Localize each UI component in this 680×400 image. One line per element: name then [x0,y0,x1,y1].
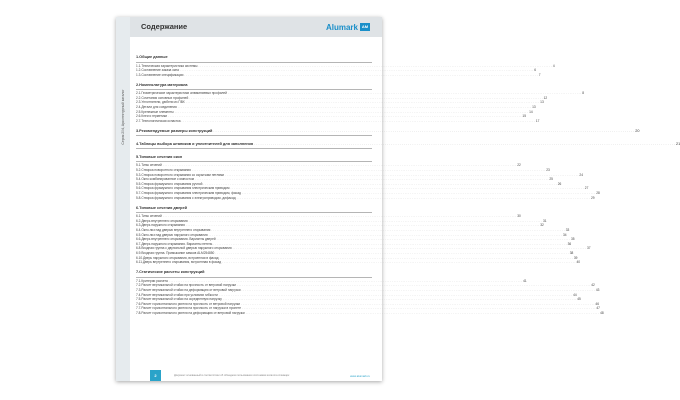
entry-number: 7.4. [136,292,142,297]
dot-leader: . . . . . . . . . . . . . . . . . . . . . . . . . . . . . . . . . . . . . . . . . . . . . . . . . . . . . . . . . . . . . . . . . . . . . . . . . . . . . . . . . . . . . . . . . . . . . . . . . . . . . . . . . . . . . . . . . . . . . . . . . . . . . . . . . . . . . . . . . . . . . . . . . . . . . . . . . . . . . . . . . . . . . . . . . . . . . . . . . . . . . . . . . . . . . . . . . . . . . . . . [198,63,552,68]
section-divider [136,277,372,278]
dot-leader: . . . . . . . . . . . . . . . . . . . . . . . . . . . . . . . . . . . . . . . . . . . . . . . . . . . . . . . . . . . . . . . . . . . . . . . . . . . . . . . . . . . . . . . . . . . . . . . . . . . . . . . . . . . . . . . . . . . . . . . . . . . . . . . . . . . . . . . . . . . . . . . . . . . . . . . . . . . . . . . . . . . . . . . . . . . . . . . . . . . . . . . . . . . . . . . . . . . . . . . . [213,128,635,133]
entry-number: 2.4. [136,105,142,110]
entry-page: 28 [596,191,600,195]
entry-page: 32 [540,223,544,228]
entry-title: Дверь внутреннего открывания, встроенная в фасад [142,260,222,265]
entry-number: 1.3. [136,72,142,77]
dot-leader: . . . . . . . . . . . . . . . . . . . . . . . . . . . . . . . . . . . . . . . . . . . . . . . . . . . . . . . . . . . . . . . . . . . . . . . . . . . . . . . . . . . . . . . . . . . . . . . . . . . . . . . . . . . . . . . . . . . . . . . . . . . . . . . . . . . . . . . . . . . . . . . . . . . . . . . . . . . . . . . . . . . . . . . . . . . . . . . . . . . . . . . . . . . . . . . . . . . . . . . . [189,95,543,100]
entry-page: 38 [569,250,574,255]
entry-number: 5.4. [136,177,142,182]
entry-number: 7.5. [136,297,142,302]
entry-page: 23 [546,168,550,173]
toc-section-heading[interactable] [136,206,372,212]
side-strip [116,17,130,381]
dot-leader: . . . . . . . . . . . . . . . . . . . . . . . . . . . . . . . . . . . . . . . . . . . . . . . . . . . . . . . . . . . . . . . . . . . . . . . . . . . . . . . . . . . . . . . . . . . . . . . . . . . . . . . . . . . . . . . . . . . . . . . . . . . . . . . . . . . . . . . . . . . . . . . . . . . . . . . . . . . . . . . . . . . . . . . . . . . . . . . . . . . . . . . . . . . . . . . . . . . . . . . . [162,163,517,168]
toc-section-heading[interactable] [136,83,372,89]
entry-page: 39 [573,255,578,260]
entry-title: Окно комбинированное с импостом [141,177,194,182]
entry-title: Расчет горизонтального ригеля на деформацию от ветровой нагрузки [141,310,245,315]
entry-page: 25 [549,177,553,182]
toc-section [136,55,555,77]
entry-page: 45 [577,297,581,302]
dot-leader: . . . . . . . . . . . . . . . . . . . . . . . . . . . . . . . . . . . . . . . . . . . . . . . . . . . . . . . . . . . . . . . . . . . . . . . . . . . . . . . . . . . . . . . . . . . . . . . . . . . . . . . . . . . . . . . . . . . . . . . . . . . . . . . . . . . . . . . . . . . . . . . . . . . . . . . . . . . . . . . . . . . . . . . . . . . . . . . . . . . . . . . . . . . . . . . . . . . . . . . . [168,278,523,283]
entry-number: 2.6. [136,114,142,119]
dot-leader: . . . . . . . . . . . . . . . . . . . . . . . . . . . . . . . . . . . . . . . . . . . . . . . . . . . . . . . . . . . . . . . . . . . . . . . . . . . . . . . . . . . . . . . . . . . . . . . . . . . . . . . . . . . . . . . . . . . . . . . . . . . . . . . . . . . . . . . . . . . . . . . . . . . . . . . . . . . . . . . . . . . . . . . . . . . . . . . . . . . . . . . . . . . . . . . . . . . . . . . . [162,214,517,219]
dot-leader: . . . . . . . . . . . . . . . . . . . . . . . . . . . . . . . . . . . . . . . . . . . . . . . . . . . . . . . . . . . . . . . . . . . . . . . . . . . . . . . . . . . . . . . . . . . . . . . . . . . . . . . . . . . . . . . . . . . . . . . . . . . . . . . . . . . . . . . . . . . . . . . . . . . . . . . . . . . . . . . . . . . . . . . . . . . . . . . . . . . . . . . . . . . . . . . . . . . . . . . . [203,181,557,186]
entry-title: Детали для соединения [141,105,177,110]
entry-number: 7.1. [136,278,142,283]
entry-page: 4 [552,63,555,68]
entry-page: 15 [522,114,526,119]
section-number: 3. [136,128,140,133]
toc-section [136,82,585,124]
entry-page: 13 [540,100,544,105]
dot-leader: . . . . . . . . . . . . . . . . . . . . . . . . . . . . . . . . . . . . . . . . . . . . . . . . . . . . . . . . . . . . . . . . . . . . . . . . . . . . . . . . . . . . . . . . . . . . . . . . . . . . . . . . . . . . . . . . . . . . . . . . . . . . . . . . . . . . . . . . . . . . . . . . . . . . . . . . . . . . . . . . . . . . . . . . . . . . . . . . . . . . . . . . . . . . . . . . . . . . . . . . [230,186,584,191]
section-number: 4. [136,141,140,146]
entry-number: 2.1. [136,91,142,96]
logo-mark-icon: AM [361,24,369,29]
footer-note: Документ основанный в соответствии об обоюдном пользовании системами каталога Алюмарк [174,374,290,377]
toc-section [136,154,600,200]
entry-page: 43 [595,287,600,292]
toc-section [136,141,680,150]
section-title: Рекомендуемые размеры конструкций [139,128,213,133]
dot-leader: . . . . . . . . . . . . . . . . . . . . . . . . . . . . . . . . . . . . . . . . . . . . . . . . . . . . . . . . . . . . . . . . . . . . . . . . . . . . . . . . . . . . . . . . . . . . . . . . . . . . . . . . . . . . . . . . . . . . . . . . . . . . . . . . . . . . . . . . . . . . . . . . . . . . . . . . . . . . . . . . . . . . . . . . . . . . . . . . . . . . . . . . . . . . . . . . . . . . . . . . [208,232,562,237]
entry-number: 7.2. [136,283,142,288]
entry-title: Расчет вертикальной стойки при условиях гибкости [141,292,218,297]
dot-leader: . . . . . . . . . . . . . . . . . . . . . . . . . . . . . . . . . . . . . . . . . . . . . . . . . . . . . . . . . . . . . . . . . . . . . . . . . . . . . . . . . . . . . . . . . . . . . . . . . . . . . . . . . . . . . . . . . . . . . . . . . . . . . . . . . . . . . . . . . . . . . . . . . . . . . . . . . . . . . . . . . . . . . . . . . . . . . . . . . . . . . . . . . . . . . . . . . . . . . . . . [216,237,571,242]
dot-leader: . . . . . . . . . . . . . . . . . . . . . . . . . . . . . . . . . . . . . . . . . . . . . . . . . . . . . . . . . . . . . . . . . . . . . . . . . . . . . . . . . . . . . . . . . . . . . . . . . . . . . . . . . . . . . . . . . . . . . . . . . . . . . . . . . . . . . . . . . . . . . . . . . . . . . . . . . . . . . . . . . . . . . . . . . . . . . . . . . . . . . . . . . . . . . . . . . . . . . . . . [218,292,573,297]
dot-leader: . . . . . . . . . . . . . . . . . . . . . . . . . . . . . . . . . . . . . . . . . . . . . . . . . . . . . . . . . . . . . . . . . . . . . . . . . . . . . . . . . . . . . . . . . . . . . . . . . . . . . . . . . . . . . . . . . . . . . . . . . . . . . . . . . . . . . . . . . . . . . . . . . . . . . . . . . . . . . . . . . . . . . . . . . . . . . . . . . . . . . . . . . . . . . . . . . . . . . . . . [177,105,532,110]
dot-leader: . . . . . . . . . . . . . . . . . . . . . . . . . . . . . . . . . . . . . . . . . . . . . . . . . . . . . . . . . . . . . . . . . . . . . . . . . . . . . . . . . . . . . . . . . . . . . . . . . . . . . . . . . . . . . . . . . . . . . . . . . . . . . . . . . . . . . . . . . . . . . . . . . . . . . . . . . . . . . . . . . . . . . . . . . . . . . . . . . . . . . . . . . . . . . . . . . . . . . . . . [222,260,576,265]
entry-page: 41 [523,278,527,283]
section-title: Статические расчеты конструкций [139,270,205,275]
dot-leader: . . . . . . . . . . . . . . . . . . . . . . . . . . . . . . . . . . . . . . . . . . . . . . . . . . . . . . . . . . . . . . . . . . . . . . . . . . . . . . . . . . . . . . . . . . . . . . . . . . . . . . . . . . . . . . . . . . . . . . . . . . . . . . . . . . . . . . . . . . . . . . . . . . . . . . . . . . . . . . . . . . . . . . . . . . . . . . . . . . . . . . . . . . . . . . . . . . . . . . . . [185,223,540,228]
toc-section [136,128,640,137]
entry-title: Составление спецификации [141,72,184,77]
dot-leader: . . . . . . . . . . . . . . . . . . . . . . . . . . . . . . . . . . . . . . . . . . . . . . . . . . . . . . . . . . . . . . . . . . . . . . . . . . . . . . . . . . . . . . . . . . . . . . . . . . . . . . . . . . . . . . . . . . . . . . . . . . . . . . . . . . . . . . . . . . . . . . . . . . . . . . . . . . . . . . . . . . . . . . . . . . . . . . . . . . . . . . . . . . . . . . . . . . . . . . . . [188,218,543,223]
entry-title: Типы сечений [141,214,162,219]
dot-leader: . . . . . . . . . . . . . . . . . . . . . . . . . . . . . . . . . . . . . . . . . . . . . . . . . . . . . . . . . . . . . . . . . . . . . . . . . . . . . . . . . . . . . . . . . . . . . . . . . . . . . . . . . . . . . . . . . . . . . . . . . . . . . . . . . . . . . . . . . . . . . . . . . . . . . . . . . . . . . . . . . . . . . . . . . . . . . . . . . . . . . . . . . . . . . . . . . . . . . . . . [185,100,540,105]
entry-number: 1.1. [136,63,142,68]
dot-leader: . . . . . . . . . . . . . . . . . . . . . . . . . . . . . . . . . . . . . . . . . . . . . . . . . . . . . . . . . . . . . . . . . . . . . . . . . . . . . . . . . . . . . . . . . . . . . . . . . . . . . . . . . . . . . . . . . . . . . . . . . . . . . . . . . . . . . . . . . . . . . . . . . . . . . . . . . . . . . . . . . . . . . . . . . . . . . . . . . . . . . . . . . . . . . . . . . . . . . . . . [174,109,529,114]
entry-page: 12 [543,95,548,100]
section-page: 21 [676,141,680,146]
entry-number: 7.7. [136,306,142,311]
entry-page: 14 [529,109,533,114]
entry-page: 6 [534,68,537,73]
dot-leader: . . . . . . . . . . . . . . . . . . . . . . . . . . . . . . . . . . . . . . . . . . . . . . . . . . . . . . . . . . . . . . . . . . . . . . . . . . . . . . . . . . . . . . . . . . . . . . . . . . . . . . . . . . . . . . . . . . . . . . . . . . . . . . . . . . . . . . . . . . . . . . . . . . . . . . . . . . . . . . . . . . . . . . . . . . . . . . . . . . . . . . . . . . . . . . . . . . . . . . . . [241,191,596,195]
entry-number: 5.8. [136,195,142,200]
dot-leader: . . . . . . . . . . . . . . . . . . . . . . . . . . . . . . . . . . . . . . . . . . . . . . . . . . . . . . . . . . . . . . . . . . . . . . . . . . . . . . . . . . . . . . . . . . . . . . . . . . . . . . . . . . . . . . . . . . . . . . . . . . . . . . . . . . . . . . . . . . . . . . . . . . . . . . . . . . . . . . . . . . . . . . . . . . . . . . . . . . . . . . . . . . . . . . . . . . . . . . . . [219,255,573,260]
entry-title: Дверь наружного открывания, встроенная в фасад [143,255,219,260]
entry-number: 6.1. [136,214,142,219]
entry-title: Типы сечений [141,163,162,168]
section-title: Номенклатура материала [139,82,188,87]
entry-number: 1.2. [136,68,142,73]
entry-title: Критерии расчета [141,278,168,283]
dot-leader: . . . . . . . . . . . . . . . . . . . . . . . . . . . . . . . . . . . . . . . . . . . . . . . . . . . . . . . . . . . . . . . . . . . . . . . . . . . . . . . . . . . . . . . . . . . . . . . . . . . . . . . . . . . . . . . . . . . . . . . . . . . . . . . . . . . . . . . . . . . . . . . . . . . . . . . . . . . . . . . . . . . . . . . . . . . . . . . . . . . . . . . . . . . . . . . . . . . . . . . . [241,301,595,306]
dot-leader: . . . . . . . . . . . . . . . . . . . . . . . . . . . . . . . . . . . . . . . . . . . . . . . . . . . . . . . . . . . . . . . . . . . . . . . . . . . . . . . . . . . . . . . . . . . . . . . . . . . . . . . . . . . . . . . . . . . . . . . . . . . . . . . . . . . . . . . . . . . . . . . . . . . . . . . . . . . . . . . . . . . . . . . . . . . . . . . . . . . . . . . . . . . . . . . . . . . . . . . . [179,68,534,73]
entry-title: Расчет вертикальной стойки на прочность от ветровой нагрузки [141,283,236,288]
entry-number: 7.3. [136,287,142,292]
section-divider [136,161,372,162]
logo-text: Alumark [325,22,358,32]
dot-leader: . . . . . . . . . . . . . . . . . . . . . . . . . . . . . . . . . . . . . . . . . . . . . . . . . . . . . . . . . . . . . . . . . . . . . . . . . . . . . . . . . . . . . . . . . . . . . . . . . . . . . . . . . . . . . . . . . . . . . . . . . . . . . . . . . . . . . . . . . . . . . . . . . . . . . . . . . . . . . . . . . . . . . . . . . . . . . . . . . . . . . . . . . . . . . . . . . . . . . . . . [211,227,565,232]
section-title: Таблицы выбора штапиков и уплотнителей для заполнения [139,141,254,146]
entry-number: 6.7. [136,241,142,246]
entry-title: Технологическая оснастка [141,118,181,123]
section-divider [136,135,372,136]
entry-title: Входная группа с двупольной дверью наружного открывания [141,246,232,251]
section-divider [136,89,372,90]
toc-section-heading[interactable] [136,141,680,148]
section-divider [136,62,372,63]
entry-title: Уплотнители, дюбели из ПВХ [141,100,185,105]
entry-title: Расчет горизонтального ригеля на прочность от нагрузки в пролете [141,306,242,311]
entry-page: 7 [538,72,541,77]
entry-number: 2.3. [136,100,142,105]
dot-leader: . . . . . . . . . . . . . . . . . . . . . . . . . . . . . . . . . . . . . . . . . . . . . . . . . . . . . . . . . . . . . . . . . . . . . . . . . . . . . . . . . . . . . . . . . . . . . . . . . . . . . . . . . . . . . . . . . . . . . . . . . . . . . . . . . . . . . . . . . . . . . . . . . . . . . . . . . . . . . . . . . . . . . . . . . . . . . . . . . . . . . . . . . . . . . . . . . . . . . . . . [227,91,582,96]
toc-section-heading[interactable] [136,155,372,161]
entry-page: 22 [517,163,521,168]
entry-page: 34 [562,232,567,237]
entry-title: Дверь внутреннего открывания [141,218,188,223]
dot-leader: . . . . . . . . . . . . . . . . . . . . . . . . . . . . . . . . . . . . . . . . . . . . . . . . . . . . . . . . . . . . . . . . . . . . . . . . . . . . . . . . . . . . . . . . . . . . . . . . . . . . . . . . . . . . . . . . . . . . . . . . . . . . . . . . . . . . . . . . . . . . . . . . . . . . . . . . . . . . . . . . . . . . . . . . . . . . . . . . . . . . . . . . . . . . . . . . . . . . . . . . [241,287,595,292]
section-number: 6. [136,205,140,210]
entry-number: 6.5. [136,232,142,237]
entry-number: 2.7. [136,118,142,123]
dot-leader: . . . . . . . . . . . . . . . . . . . . . . . . . . . . . . . . . . . . . . . . . . . . . . . . . . . . . . . . . . . . . . . . . . . . . . . . . . . . . . . . . . . . . . . . . . . . . . . . . . . . . . . . . . . . . . . . . . . . . . . . . . . . . . . . . . . . . . . . . . . . . . . . . . . . . . . . . . . . . . . . . . . . . . . . . . . . . . . . . . . . . . . . . . . . . . . . . . . . . . . . [168,114,522,119]
dot-leader: . . . . . . . . . . . . . . . . . . . . . . . . . . . . . . . . . . . . . . . . . . . . . . . . . . . . . . . . . . . . . . . . . . . . . . . . . . . . . . . . . . . . . . . . . . . . . . . . . . . . . . . . . . . . . . . . . . . . . . . . . . . . . . . . . . . . . . . . . . . . . . . . . . . . . . . . . . . . . . . . . . . . . . . . . . . . . . . . . . . . . . . . . . . . . . . . . . . . . . . . [215,250,569,255]
dot-leader: . . . . . . . . . . . . . . . . . . . . . . . . . . . . . . . . . . . . . . . . . . . . . . . . . . . . . . . . . . . . . . . . . . . . . . . . . . . . . . . . . . . . . . . . . . . . . . . . . . . . . . . . . . . . . . . . . . . . . . . . . . . . . . . . . . . . . . . . . . . . . . . . . . . . . . . . . . . . . . . . . . . . . . . . . . . . . . . . . . . . . . . . . . . . . . . . . . . . . . . . [181,118,535,123]
dot-leader: . . . . . . . . . . . . . . . . . . . . . . . . . . . . . . . . . . . . . . . . . . . . . . . . . . . . . . . . . . . . . . . . . . . . . . . . . . . . . . . . . . . . . . . . . . . . . . . . . . . . . . . . . . . . . . . . . . . . . . . . . . . . . . . . . . . . . . . . . . . . . . . . . . . . . . . . . . . . . . . . . . . . . . . . . . . . . . . . . . . . . . . . . . . . . . . . . . . . . . . . [191,168,546,173]
sidebar-caption: Серия 204, Архитектурный каталог [121,89,125,145]
brand-logo [326,22,370,32]
entry-number: 5.1. [136,163,142,168]
entry-title: Клеи и герметики [141,114,168,119]
entry-number: 6.2. [136,218,142,223]
entry-page: 36 [567,241,572,246]
entry-number: 7.6. [136,301,142,306]
dot-leader: . . . . . . . . . . . . . . . . . . . . . . . . . . . . . . . . . . . . . . . . . . . . . . . . . . . . . . . . . . . . . . . . . . . . . . . . . . . . . . . . . . . . . . . . . . . . . . . . . . . . . . . . . . . . . . . . . . . . . . . . . . . . . . . . . . . . . . . . . . . . . . . . . . . . . . . . . . . . . . . . . . . . . . . . . . . . . . . . . . . . . . . . . . . . . . . . . . . . . . . . [236,195,591,200]
page-header [130,17,382,37]
toc-section [136,270,604,315]
entry-title: Составление заказа окна [141,68,179,73]
entry-title: Дверь наружного открывания. Варианты петель [141,241,213,246]
entry-title: Геометрические характеристики алюминиевых профилей [141,91,227,96]
dot-leader: . . . . . . . . . . . . . . . . . . . . . . . . . . . . . . . . . . . . . . . . . . . . . . . . . . . . . . . . . . . . . . . . . . . . . . . . . . . . . . . . . . . . . . . . . . . . . . . . . . . . . . . . . . . . . . . . . . . . . . . . . . . . . . . . . . . . . . . . . . . . . . . . . . . . . . . . . . . . . . . . . . . . . . . . . . . . . . . . . . . . . . . . . . . . . . . . . . . . . . . . [195,177,549,182]
dot-leader: . . . . . . . . . . . . . . . . . . . . . . . . . . . . . . . . . . . . . . . . . . . . . . . . . . . . . . . . . . . . . . . . . . . . . . . . . . . . . . . . . . . . . . . . . . . . . . . . . . . . . . . . . . . . . . . . . . . . . . . . . . . . . . . . . . . . . . . . . . . . . . . . . . . . . . . . . . . . . . . . . . . . . . . . . . . . . . . . . . . . . . . . . . . . . . . . . . . . . . . . [232,246,586,251]
entry-page: 17 [535,118,540,123]
toc-section [136,205,591,265]
section-title: Общие данные [139,55,168,59]
dot-leader: . . . . . . . . . . . . . . . . . . . . . . . . . . . . . . . . . . . . . . . . . . . . . . . . . . . . . . . . . . . . . . . . . . . . . . . . . . . . . . . . . . . . . . . . . . . . . . . . . . . . . . . . . . . . . . . . . . . . . . . . . . . . . . . . . . . . . . . . . . . . . . . . . . . . . . . . . . . . . . . . . . . . . . . . . . . . . . . . . . . . . . . . . . . . . . . . . . . . . . . . [213,241,567,246]
entry-number: 6.6. [136,237,142,242]
toc-entry[interactable] [136,195,595,201]
entry-title: Расчет горизонтального ригеля на прочность от ветровой нагрузки [141,301,241,306]
page-footer [130,370,382,381]
entry-title: Створка поворотного открывания [141,168,191,173]
dot-leader: . . . . . . . . . . . . . . . . . . . . . . . . . . . . . . . . . . . . . . . . . . . . . . . . . . . . . . . . . . . . . . . . . . . . . . . . . . . . . . . . . . . . . . . . . . . . . . . . . . . . . . . . . . . . . . . . . . . . . . . . . . . . . . . . . . . . . . . . . . . . . . . . . . . . . . . . . . . . . . . . . . . . . . . . . . . . . . . . . . . . . . . . . . . . . . . . . . . . . . . . [254,141,676,146]
section-page: 20 [635,128,640,133]
entry-title: Створка поворотного открывания со скрытыми петлями [141,172,225,177]
entry-page: 30 [517,214,521,219]
entry-title: Техническая характеристика системы [141,63,198,68]
entry-page: 29 [591,195,595,200]
entry-number: 5.5. [136,181,142,186]
toc-section-heading[interactable] [136,270,372,276]
entry-title: Створка фрамужного открывания ручной [141,181,203,186]
entry-title: Расчет вертикальной стойки на деформацию от ветровой нагрузки [141,287,241,292]
entry-page: 13 [532,105,536,110]
toc-entry[interactable] [136,118,540,124]
dot-leader: . . . . . . . . . . . . . . . . . . . . . . . . . . . . . . . . . . . . . . . . . . . . . . . . . . . . . . . . . . . . . . . . . . . . . . . . . . . . . . . . . . . . . . . . . . . . . . . . . . . . . . . . . . . . . . . . . . . . . . . . . . . . . . . . . . . . . . . . . . . . . . . . . . . . . . . . . . . . . . . . . . . . . . . . . . . . . . . . . . . . . . . . . . . . . . . . . . . . . . . . [225,172,579,177]
entry-number: 7.8. [136,310,142,315]
entry-page: 27 [584,186,589,191]
toc-entry[interactable] [136,310,604,316]
entry-title: Створка фрамужного открывания электрическим приводом, фасад [141,191,241,195]
entry-page: 26 [557,181,562,186]
entry-number: 6.11. [136,260,143,265]
entry-page: 35 [571,237,575,242]
entry-page: 37 [586,246,591,251]
entry-title: Сочетания основных профилей [141,95,189,100]
footer-website[interactable]: www.alumark.ru [350,374,370,378]
entry-number: 5.7. [136,191,142,195]
entry-number: 6.9. [136,250,142,255]
section-divider [136,148,372,149]
page-title: Содержание [141,22,188,31]
entry-page: 47 [596,306,600,311]
dot-leader: . . . . . . . . . . . . . . . . . . . . . . . . . . . . . . . . . . . . . . . . . . . . . . . . . . . . . . . . . . . . . . . . . . . . . . . . . . . . . . . . . . . . . . . . . . . . . . . . . . . . . . . . . . . . . . . . . . . . . . . . . . . . . . . . . . . . . . . . . . . . . . . . . . . . . . . . . . . . . . . . . . . . . . . . . . . . . . . . . . . . . . . . . . . . . . . . . . . . . . . . [242,306,596,311]
entry-number: 2.5. [136,109,142,114]
entry-number: 6.4. [136,227,142,232]
entry-number: 5.2. [136,168,142,173]
entry-page: 31 [543,218,547,223]
catalog-page [116,17,680,381]
entry-number: 2.2. [136,95,142,100]
entry-page: 42 [591,283,595,288]
section-title: Типовые сечения окон [139,154,183,159]
toc-section-heading[interactable] [136,128,640,135]
entry-title: Створка фрамужного открывания электрическим приводом [141,186,230,191]
entry-page: 33 [565,227,570,232]
toc-entry[interactable] [136,260,580,265]
section-number: 2. [136,82,140,87]
dot-leader: . . . . . . . . . . . . . . . . . . . . . . . . . . . . . . . . . . . . . . . . . . . . . . . . . . . . . . . . . . . . . . . . . . . . . . . . . . . . . . . . . . . . . . . . . . . . . . . . . . . . . . . . . . . . . . . . . . . . . . . . . . . . . . . . . . . . . . . . . . . . . . . . . . . . . . . . . . . . . . . . . . . . . . . . . . . . . . . . . . . . . . . . . . . . . . . . . . . . . . . . [184,72,538,77]
entry-title: Расчет вертикальной стойки на осредненную нагрузку [141,297,222,302]
dot-leader: . . . . . . . . . . . . . . . . . . . . . . . . . . . . . . . . . . . . . . . . . . . . . . . . . . . . . . . . . . . . . . . . . . . . . . . . . . . . . . . . . . . . . . . . . . . . . . . . . . . . . . . . . . . . . . . . . . . . . . . . . . . . . . . . . . . . . . . . . . . . . . . . . . . . . . . . . . . . . . . . . . . . . . . . . . . . . . . . . . . . . . . . . . . . . . . . . . . . . . . . [236,283,591,288]
entry-page: 48 [600,310,604,315]
entry-title: Створка фрамужного открывания с электроприводом, дифасад [141,195,236,200]
section-title: Типовые сечения дверей [139,205,187,210]
entry-page: 8 [582,91,585,96]
entry-number: 6.10. [136,255,144,260]
entry-title: Входная группа. Примыкание замков ALM254850 [141,250,215,255]
entry-title: Дверь наружного открывания [141,223,185,228]
dot-leader: . . . . . . . . . . . . . . . . . . . . . . . . . . . . . . . . . . . . . . . . . . . . . . . . . . . . . . . . . . . . . . . . . . . . . . . . . . . . . . . . . . . . . . . . . . . . . . . . . . . . . . . . . . . . . . . . . . . . . . . . . . . . . . . . . . . . . . . . . . . . . . . . . . . . . . . . . . . . . . . . . . . . . . . . . . . . . . . . . . . . . . . . . . . . . . . . . . . . . . . . [222,297,577,302]
entry-title: Окно-низ над дверью наружного открывания [141,232,208,237]
section-divider [136,212,372,213]
entry-title: Окно-низ над дверью внутреннего открывания [141,227,211,232]
entry-number: 5.6. [136,186,142,191]
entry-page: 24 [579,172,583,177]
entry-page: 40 [576,260,580,265]
section-number: 7. [136,270,140,275]
entry-title: Крепежные элементы [141,109,174,114]
entry-number: 6.8. [136,246,142,251]
section-number: 1. [136,55,140,59]
dot-leader: . . . . . . . . . . . . . . . . . . . . . . . . . . . . . . . . . . . . . . . . . . . . . . . . . . . . . . . . . . . . . . . . . . . . . . . . . . . . . . . . . . . . . . . . . . . . . . . . . . . . . . . . . . . . . . . . . . . . . . . . . . . . . . . . . . . . . . . . . . . . . . . . . . . . . . . . . . . . . . . . . . . . . . . . . . . . . . . . . . . . . . . . . . . . . . . . . . . . . . . . [245,310,600,315]
toc-section-heading[interactable] [136,55,372,61]
entry-title: Дверь внутреннего открывания. Варианты дверей [141,237,216,242]
entry-number: 6.3. [136,223,142,228]
toc-entry[interactable] [136,72,541,78]
entry-number: 5.3. [136,172,142,177]
page-number: 2 [150,370,161,381]
entry-page: 44 [573,292,577,297]
entry-page: 46 [595,301,599,306]
section-number: 5. [136,154,140,159]
table-of-contents [136,55,680,321]
